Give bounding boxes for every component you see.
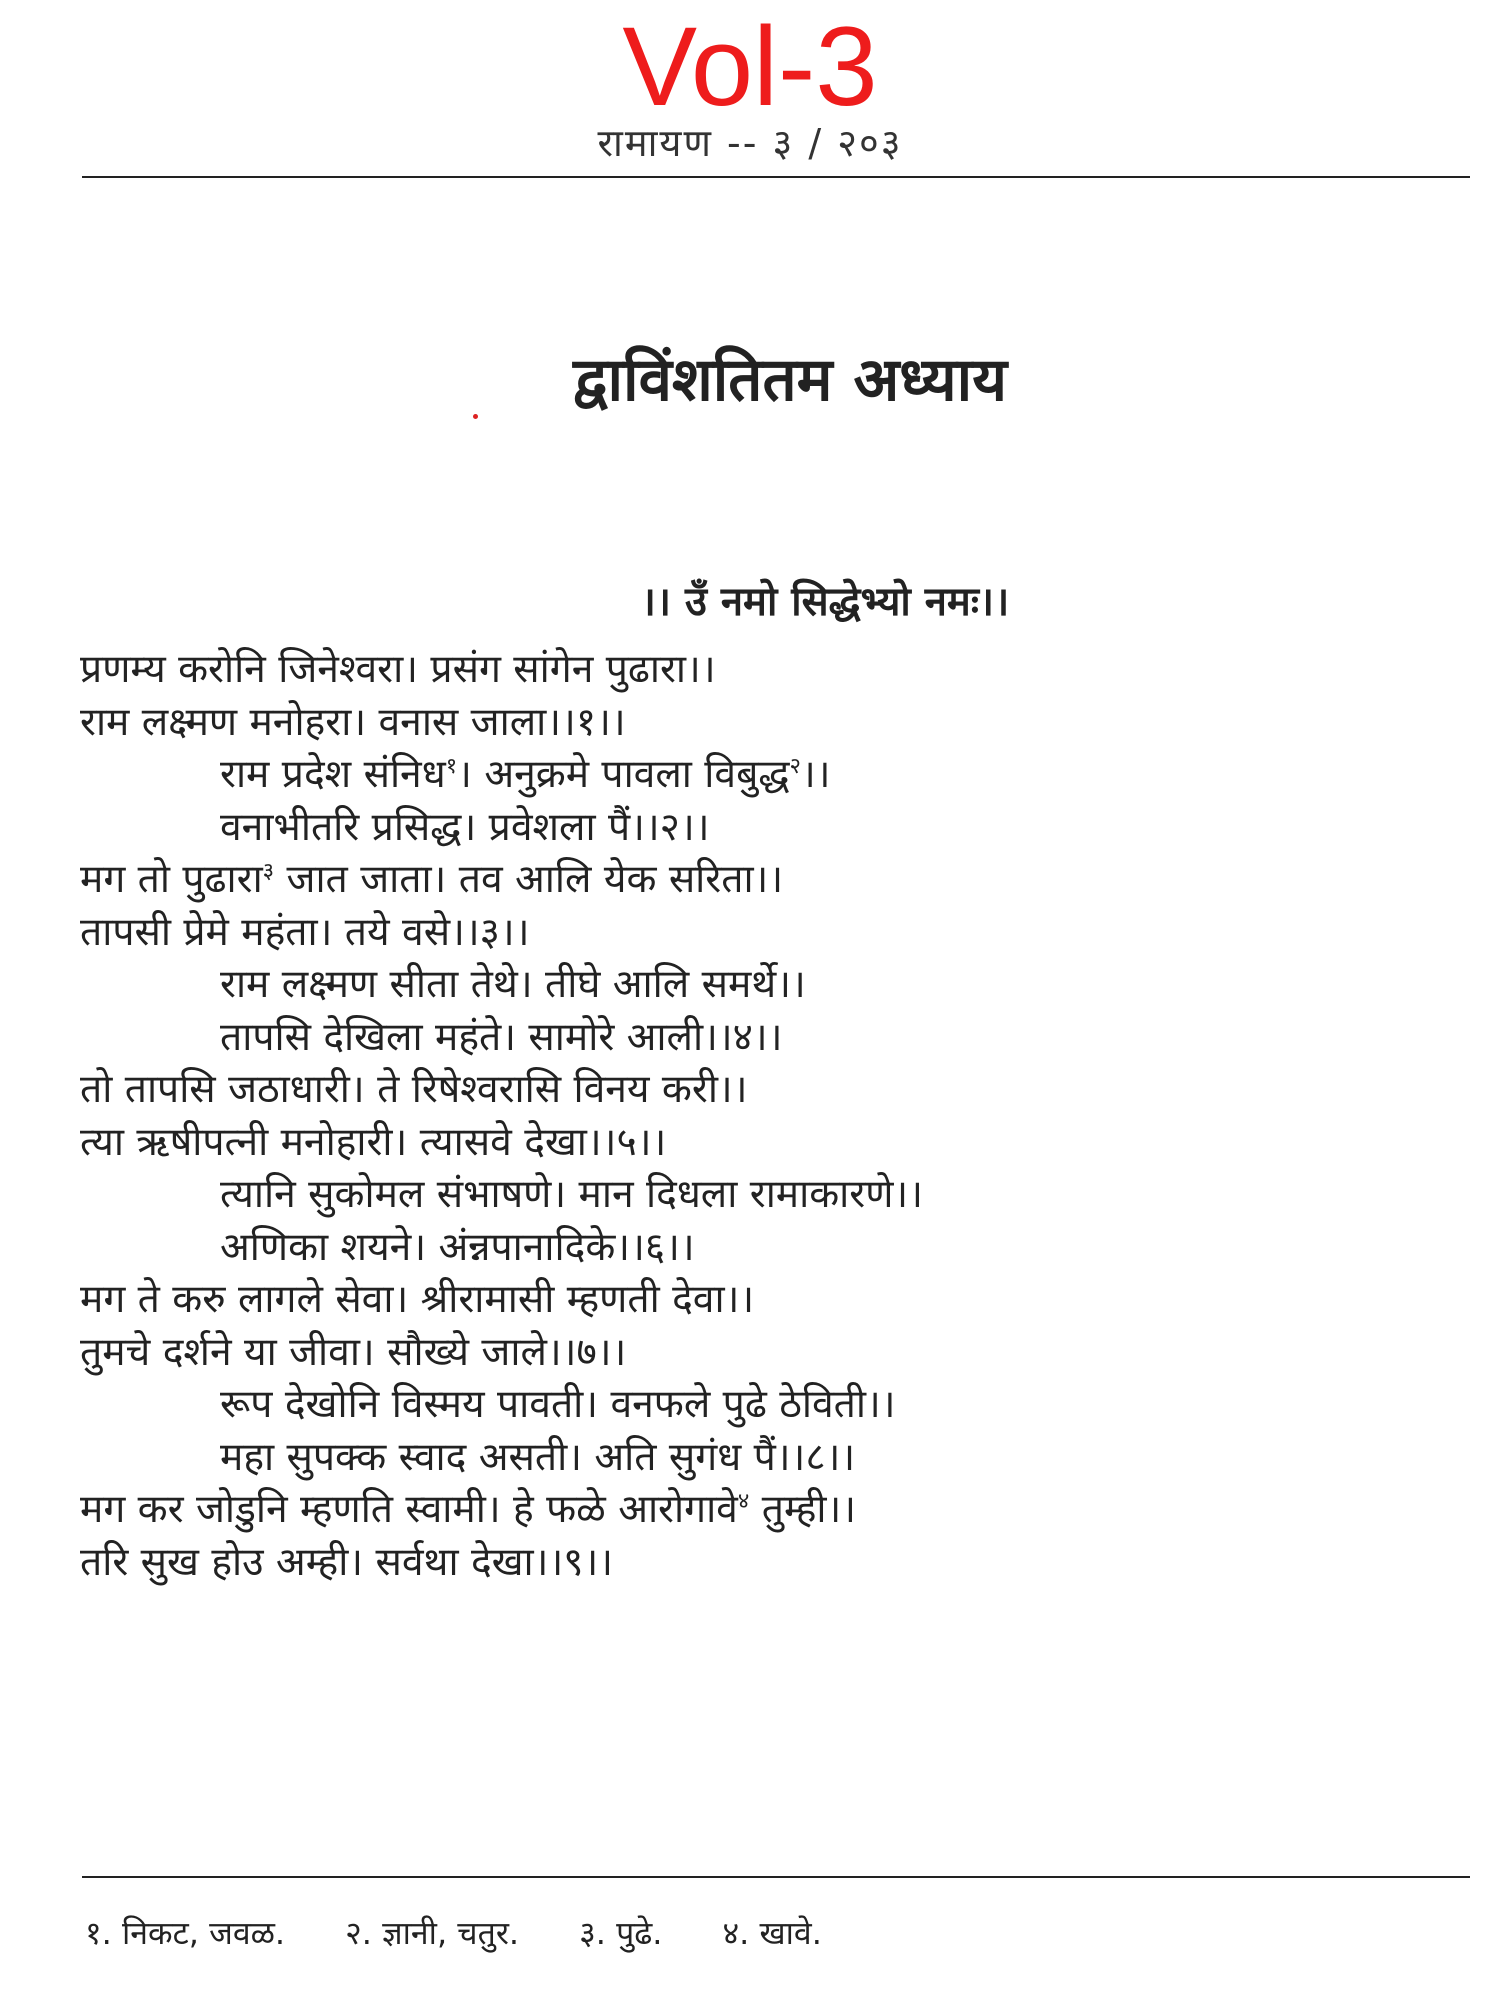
footnote-marker: ४ <box>737 1489 750 1514</box>
verse-line <box>220 745 831 805</box>
verse-text: राम लक्ष्मण सीता तेथे। तीघे आलि समर्थे।। <box>220 962 806 1007</box>
verse-line <box>80 850 783 910</box>
verse-text: तुम्ही।। <box>749 1487 857 1532</box>
verse-text: ।। <box>800 752 831 797</box>
header-divider <box>82 176 1470 178</box>
volume-label: Vol-3 <box>622 4 878 129</box>
verse-line <box>220 1375 896 1435</box>
verse-text: रूप देखोनि विस्मय पावती। वनफले पुढे ठेविती।। <box>220 1382 896 1427</box>
verse-text: प्रणम्य करोनि जिनेश्वरा। प्रसंग सांगेन पुढारा।। <box>80 647 716 692</box>
verse-text: महा सुपक्क स्वाद असती। अति सुगंध पैं।।८।। <box>220 1434 856 1480</box>
running-head: रामायण -- ३ / २०३ <box>597 121 903 165</box>
verse-line <box>80 1480 856 1540</box>
verse-line <box>80 1323 626 1383</box>
footnote-item: ३. पुढे. <box>579 1914 663 1952</box>
invocation: ।। उँ नमो सिद्धेभ्यो नमः।। <box>640 579 1010 625</box>
verse-line <box>220 955 806 1015</box>
footnote-item: २. ज्ञानी, चतुर. <box>345 1914 520 1952</box>
footnote-divider <box>82 1876 1470 1878</box>
verse-text: मग कर जोडुनि म्हणति स्वामी। हे फळे आरोगावे <box>80 1487 738 1532</box>
verse-text: अणिका शयने। अंन्नपानादिके।।६।। <box>220 1224 695 1270</box>
footnotes <box>85 1908 1465 1958</box>
verse-line <box>80 1113 666 1173</box>
verse-line <box>220 1165 923 1225</box>
verse-line <box>80 1533 613 1593</box>
verse-line <box>80 1060 748 1120</box>
verse-text: । अनुक्रमे पावला विबुद्ध <box>457 752 790 797</box>
verse-line <box>80 693 626 753</box>
red-mark <box>473 414 478 419</box>
verse-text: राम प्रदेश संनिध <box>220 752 446 797</box>
verse-text: तापसी प्रेमे महंता। तये वसे।।३।। <box>80 909 530 955</box>
verse-text: वनाभीतरि प्रसिद्ध। प्रवेशला पैं।।२।। <box>220 804 710 850</box>
footnote-marker: ३ <box>262 859 275 884</box>
verse-line <box>80 1270 754 1330</box>
verse-text: तुमचे दर्शने या जीवा। सौख्ये जाले।।७।। <box>80 1329 627 1375</box>
verse-text: राम लक्ष्मण मनोहरा। वनास जाला।।१।। <box>80 699 626 745</box>
footnote-marker: १ <box>445 754 458 779</box>
verse-text: मग तो पुढारा <box>80 857 263 902</box>
footnote-item: १. निकट, जवळ. <box>85 1914 286 1952</box>
verse-text: मग ते करु लागले सेवा। श्रीरामासी म्हणती देवा।। <box>80 1277 755 1322</box>
footnote-marker: २ <box>789 754 801 779</box>
chapter-title: द्वाविंशतितम अध्याय <box>573 345 1007 415</box>
verse-line <box>220 1008 782 1068</box>
verse-line <box>220 798 710 858</box>
verse-line <box>220 1428 855 1488</box>
verse-line <box>80 640 716 700</box>
verse-text: तरि सुख होउ अम्ही। सर्वथा देखा।।९।। <box>80 1539 614 1585</box>
verse-text: तो तापसि जठाधारी। ते रिषेश्वरासि विनय करी।। <box>80 1067 748 1112</box>
verse-text: त्या ऋषीपत्नी मनोहारी। त्यासवे देखा।।५।। <box>80 1119 667 1165</box>
verse-text: त्यानि सुकोमल संभाषणे। मान दिधला रामाकारणे।। <box>220 1172 923 1217</box>
verse-text: जात जाता। तव आलि येक सरिता।। <box>274 857 784 902</box>
verse-line <box>80 903 530 963</box>
verse-line <box>220 1218 695 1278</box>
verse-text: तापसि देखिला महंते। सामोरे आली।।४।। <box>220 1014 783 1060</box>
footnote-item: ४. खावे. <box>722 1914 822 1952</box>
